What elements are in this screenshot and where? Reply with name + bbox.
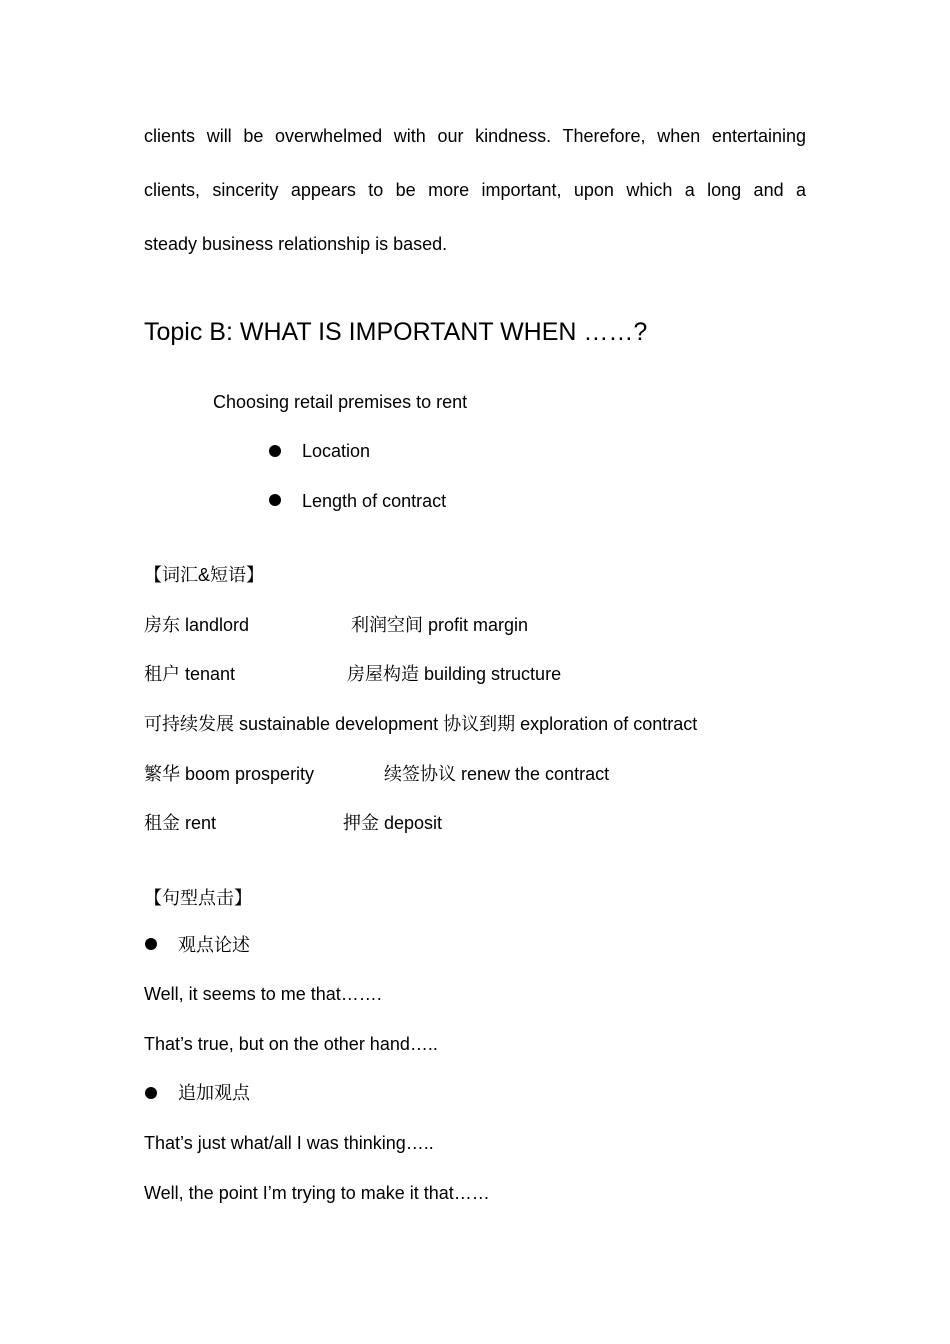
bullet-dot-icon bbox=[145, 1087, 157, 1099]
vocab-row-5-right: 押金 deposit bbox=[343, 813, 443, 833]
vocab-heading: 【词汇&短语】 bbox=[144, 565, 265, 585]
bullet-dot-icon bbox=[269, 445, 281, 457]
topic-heading: Topic B: WHAT IS IMPORTANT WHEN ……? bbox=[144, 318, 648, 346]
topic-bullet-location: Location bbox=[302, 441, 371, 461]
sentences-heading: 【句型点击】 bbox=[144, 888, 252, 908]
vocab-row-2-right: 房屋构造 building structure bbox=[347, 664, 562, 684]
intro-line-3: steady business relationship is based. bbox=[144, 234, 448, 254]
bullet-dot-icon bbox=[269, 494, 281, 506]
vocab-row-3: 可持续发展 sustainable development 协议到期 exploration of contract bbox=[144, 714, 698, 734]
vocab-row-2-left: 租户 tenant bbox=[144, 664, 236, 684]
vocab-row-5-left: 租金 rent bbox=[144, 813, 217, 833]
intro-line-2: clients, sincerity appears to be more important, upon which a long and a bbox=[144, 180, 806, 200]
intro-line-1: clients will be overwhelmed with our kindness. Therefore, when entertaining bbox=[144, 126, 806, 146]
sentence-group-1-label: 观点论述 bbox=[178, 935, 250, 955]
intro-paragraph bbox=[144, 109, 806, 271]
vocab-row-4-right: 续签协议 renew the contract bbox=[384, 764, 610, 784]
vocab-row-4-left: 繁华 boom prosperity bbox=[144, 764, 315, 784]
sentence-group-2-label: 追加观点 bbox=[178, 1083, 250, 1103]
sentence-example: That’s just what/all I was thinking….. bbox=[144, 1133, 434, 1153]
sentence-example: Well, it seems to me that……. bbox=[144, 984, 382, 1004]
sentence-example: That’s true, but on the other hand….. bbox=[144, 1034, 438, 1054]
vocab-row-1-left: 房东 landlord bbox=[144, 615, 250, 635]
topic-subtitle: Choosing retail premises to rent bbox=[213, 392, 468, 412]
sentence-example: Well, the point I’m trying to make it that…… bbox=[144, 1183, 490, 1203]
vocab-row-1-right: 利润空间 profit margin bbox=[351, 615, 529, 635]
topic-bullet-contract-length: Length of contract bbox=[302, 491, 447, 511]
bullet-dot-icon bbox=[145, 938, 157, 950]
